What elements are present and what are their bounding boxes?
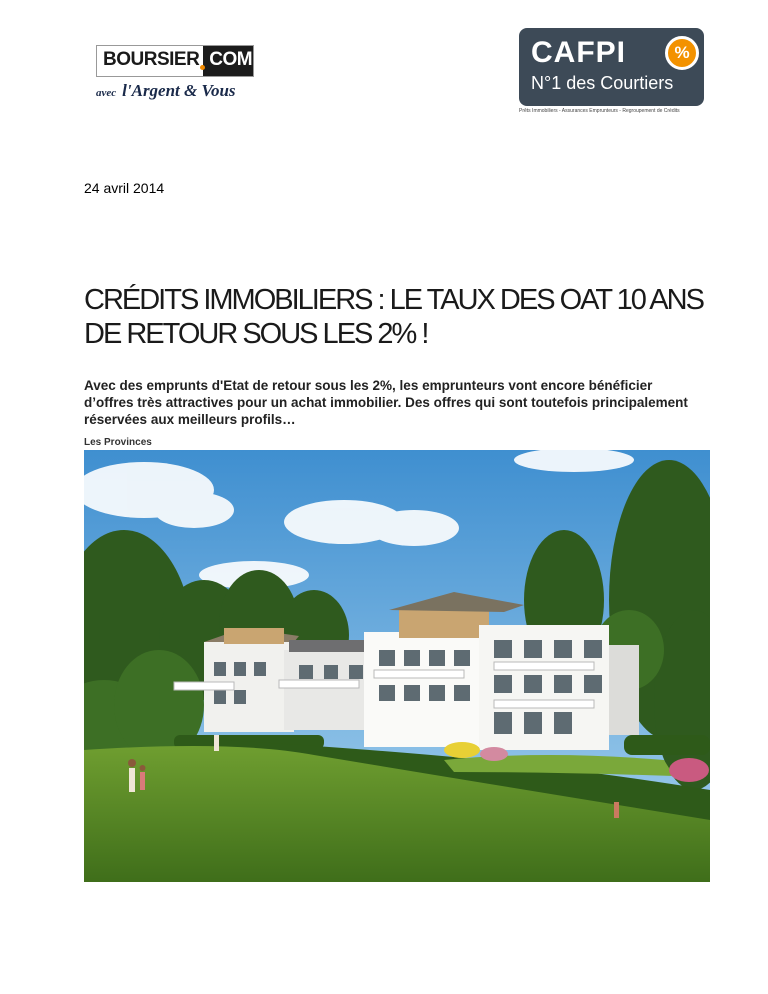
image-caption: Les Provinces: [84, 437, 152, 448]
boursier-com: COM: [203, 46, 258, 76]
article-title: CRÉDITS IMMOBILIERS : LE TAUX DES OAT 10 ANS DE RETOUR SOUS LES 2% !: [84, 284, 703, 350]
cafpi-logo: [519, 28, 704, 106]
cafpi-services: Prêts Immobiliers - Assurances Emprunteurs - Regroupement de Crédits: [519, 108, 680, 114]
boursier-avec: avec: [96, 87, 117, 99]
percent-badge-icon: %: [665, 36, 699, 70]
cafpi-subtitle: N°1 des Courtiers: [531, 73, 674, 93]
boursier-wordmark: [96, 45, 254, 77]
article-date: 24 avril 2014: [84, 180, 165, 196]
boursier-name: BOURSIER: [97, 46, 203, 76]
boursier-logo: [96, 45, 256, 105]
article-lead: Avec des emprunts d'Etat de retour sous les 2%, les emprunteurs vont encore bénéficier d’offres très attractives pour un achat immobilier. Des offres qui sont toutefois principalement réservées aux meilleurs profils…: [84, 378, 688, 427]
residence-photo: [84, 450, 710, 882]
cafpi-name: CAFPI: [531, 36, 626, 69]
boursier-tagline-text: l'Argent & Vous: [122, 81, 236, 100]
boursier-tagline: [96, 81, 236, 101]
